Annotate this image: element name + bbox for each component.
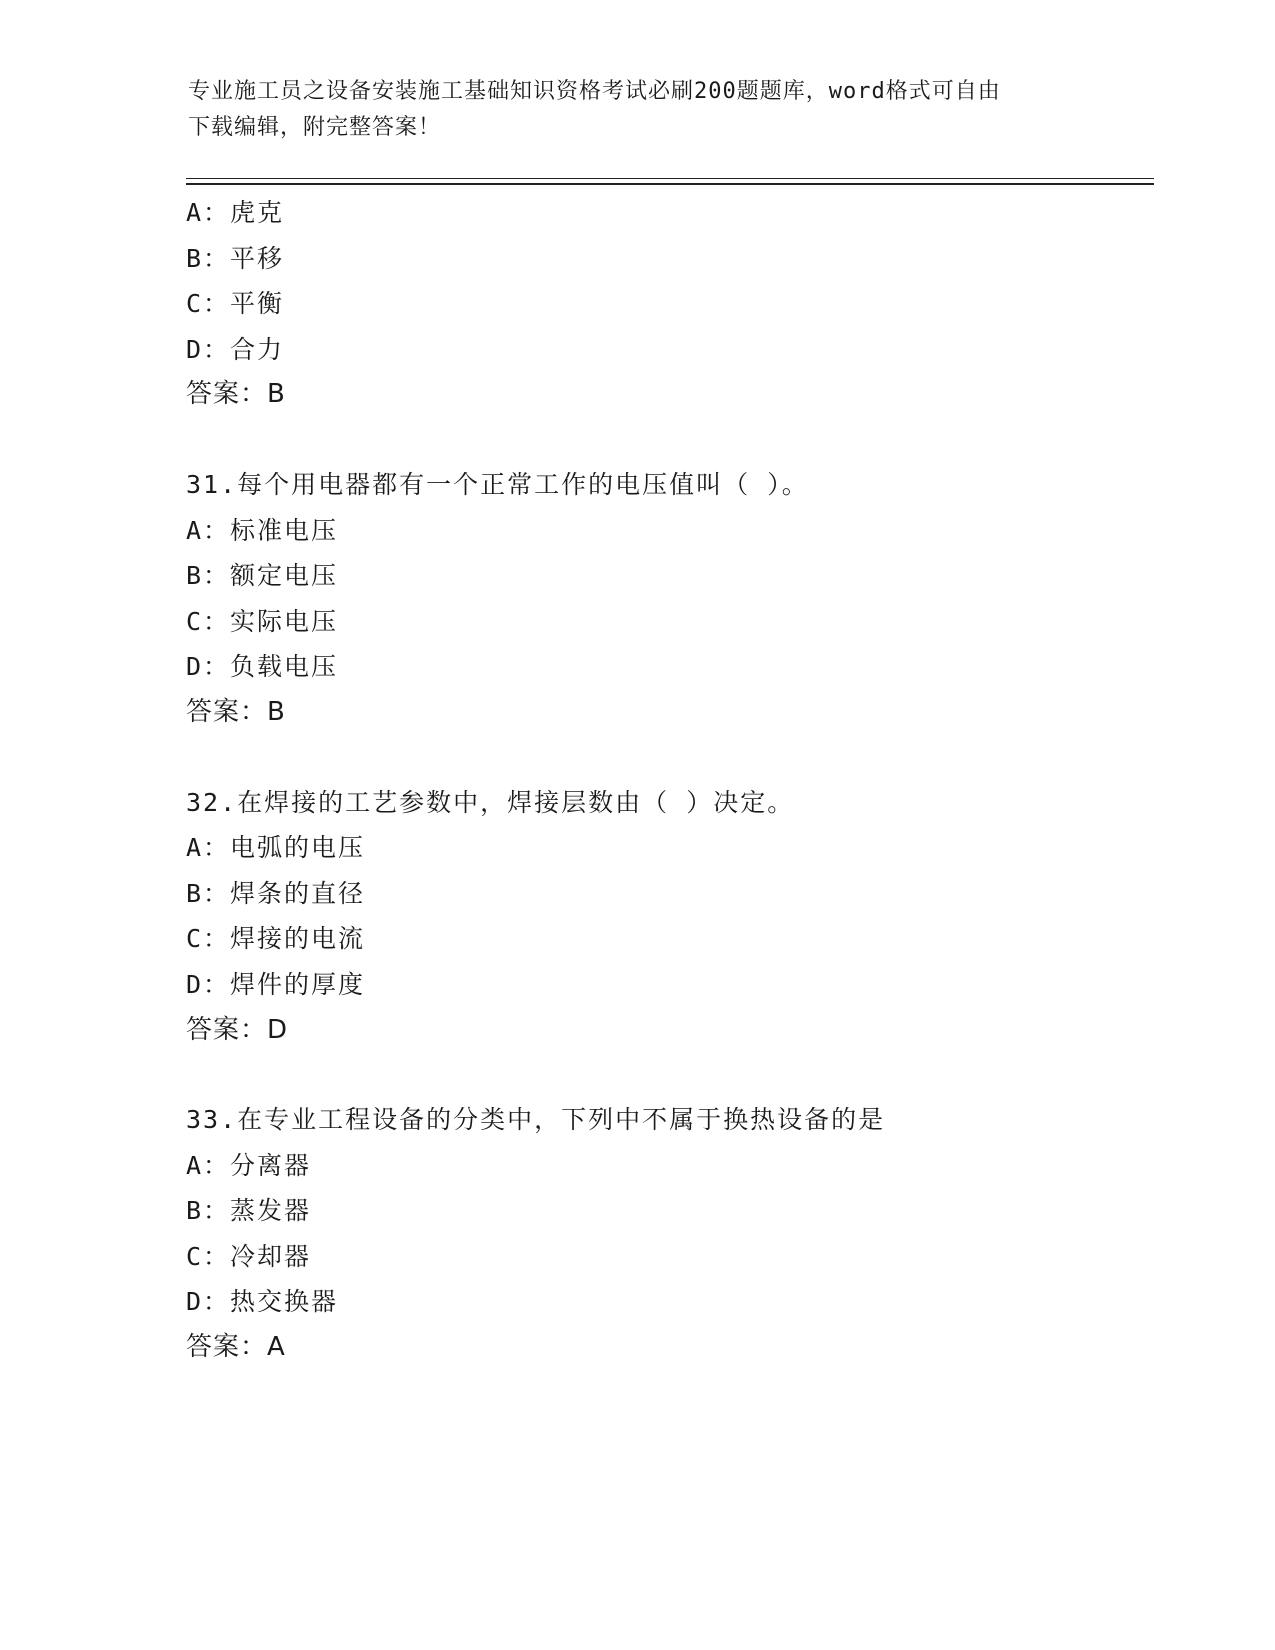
answer-line: 答案：B xyxy=(186,379,286,410)
option-b: B：焊条的直径 xyxy=(186,878,366,908)
option-a: A：标准电压 xyxy=(186,515,339,545)
option-b: B：蒸发器 xyxy=(186,1196,312,1226)
question-block-partial xyxy=(186,190,1146,418)
spacer xyxy=(186,1053,1146,1097)
answer-line: 答案：B xyxy=(186,696,286,727)
option-c: C：实际电压 xyxy=(186,606,339,636)
option-b: B：平移 xyxy=(186,243,285,273)
spacer xyxy=(186,418,1146,462)
question-block-31 xyxy=(186,462,1146,736)
question-text: 31.每个用电器都有一个正常工作的电压值叫（ ）。 xyxy=(186,469,809,499)
option-c: C：冷却器 xyxy=(186,1241,312,1271)
option-c: C：平衡 xyxy=(186,289,285,319)
option-a: A：电弧的电压 xyxy=(186,833,366,863)
option-d: D：热交换器 xyxy=(186,1287,339,1317)
question-block-33 xyxy=(186,1097,1146,1371)
header-divider-thick xyxy=(186,183,1154,185)
option-d: D：焊件的厚度 xyxy=(186,969,366,999)
option-d: D：合力 xyxy=(186,334,285,364)
answer-line: 答案：A xyxy=(186,1332,286,1363)
option-c: C：焊接的电流 xyxy=(186,924,366,954)
option-a: A：虎克 xyxy=(186,198,285,227)
header-title-line-2: 下载编辑，附完整答案！ xyxy=(188,115,442,140)
question-block-32 xyxy=(186,780,1146,1054)
answer-line: 答案：D xyxy=(186,1014,289,1045)
header-divider-thin xyxy=(186,178,1154,179)
question-text: 33.在专业工程设备的分类中，下列中不属于换热设备的是 xyxy=(186,1105,886,1135)
question-text: 32.在焊接的工艺参数中，焊接层数由（ ）决定。 xyxy=(186,787,795,817)
document-header xyxy=(188,74,1078,146)
option-a: A：分离器 xyxy=(186,1150,312,1180)
question-list xyxy=(186,190,1146,1371)
header-title-line-1: 专业施工员之设备安装施工基础知识资格考试必刷200题题库，word格式可自由 xyxy=(188,79,1001,104)
option-b: B：额定电压 xyxy=(186,561,339,591)
option-d: D：负载电压 xyxy=(186,652,339,682)
spacer xyxy=(186,736,1146,780)
